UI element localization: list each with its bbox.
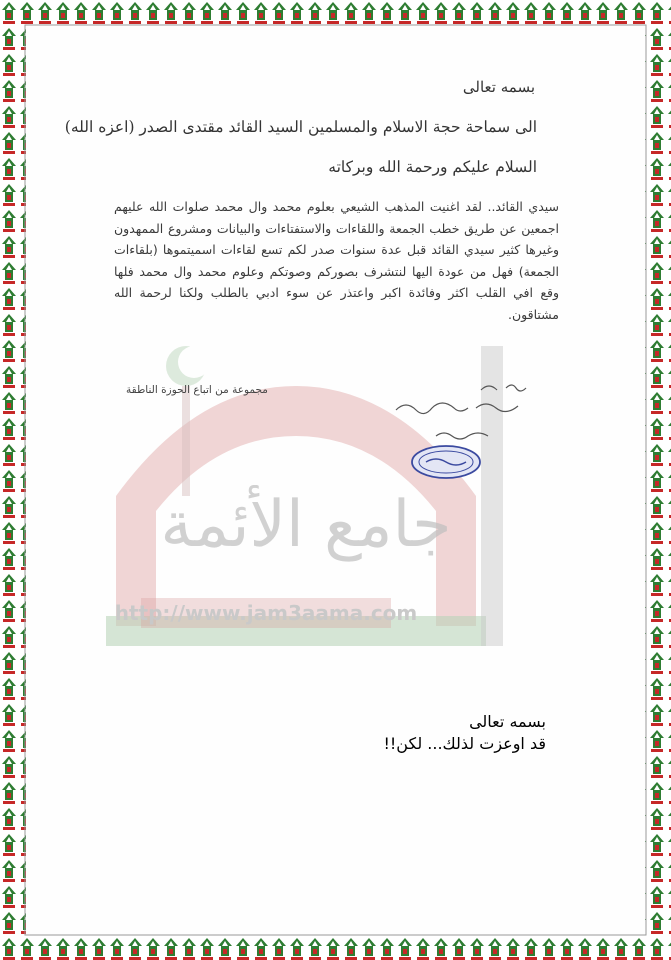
- letter-body: سيدي القائد.. لقد اغنيت المذهب الشيعي بعلوم محمد وال محمد صلوات الله عليهم اجمعين عن طريق خطب الجمعة واللقاءات والاستفتاءات والبيانات ومشروع الممهدون وغيرها كثير سيدي القائد قبل عدة سنوات صدر لكم تسع لقاءات اسميتموها (بلقاءات الجمعة) فهل من عودة اليها لنتشرف بصوركم وصوتكم وعلوم محمد وال محمد فلها وقع افي القلب اكثر وفائدة اكبر واعتذر عن سوء ادبي بالطلب ولكنا لرحمة الله مشتاقون.: [114, 199, 559, 322]
- watermark-url: http://www.jam3aama.com: [114, 601, 418, 625]
- letter-page: [26, 26, 645, 934]
- letter-greeting: السلام عليكم ورحمة الله وبركاته: [328, 158, 537, 176]
- letter-basmala: بسمه تعالى: [462, 78, 535, 96]
- handwritten-reply-and-seal: [376, 374, 546, 484]
- reply-message: قد اوعزت لذلك... لكن!!: [383, 734, 546, 753]
- typed-reply: [306, 711, 546, 755]
- letter-sender: مجموعة من اتباع الحوزة الناطقة: [126, 384, 268, 396]
- letter-address: الى سماحة حجة الاسلام والمسلمين السيد القائد مقتدى الصدر (اعزه الله): [64, 118, 537, 136]
- reply-basmala: بسمه تعالى: [469, 712, 546, 731]
- watermark-logo-text: جامع الأئمة: [160, 488, 452, 562]
